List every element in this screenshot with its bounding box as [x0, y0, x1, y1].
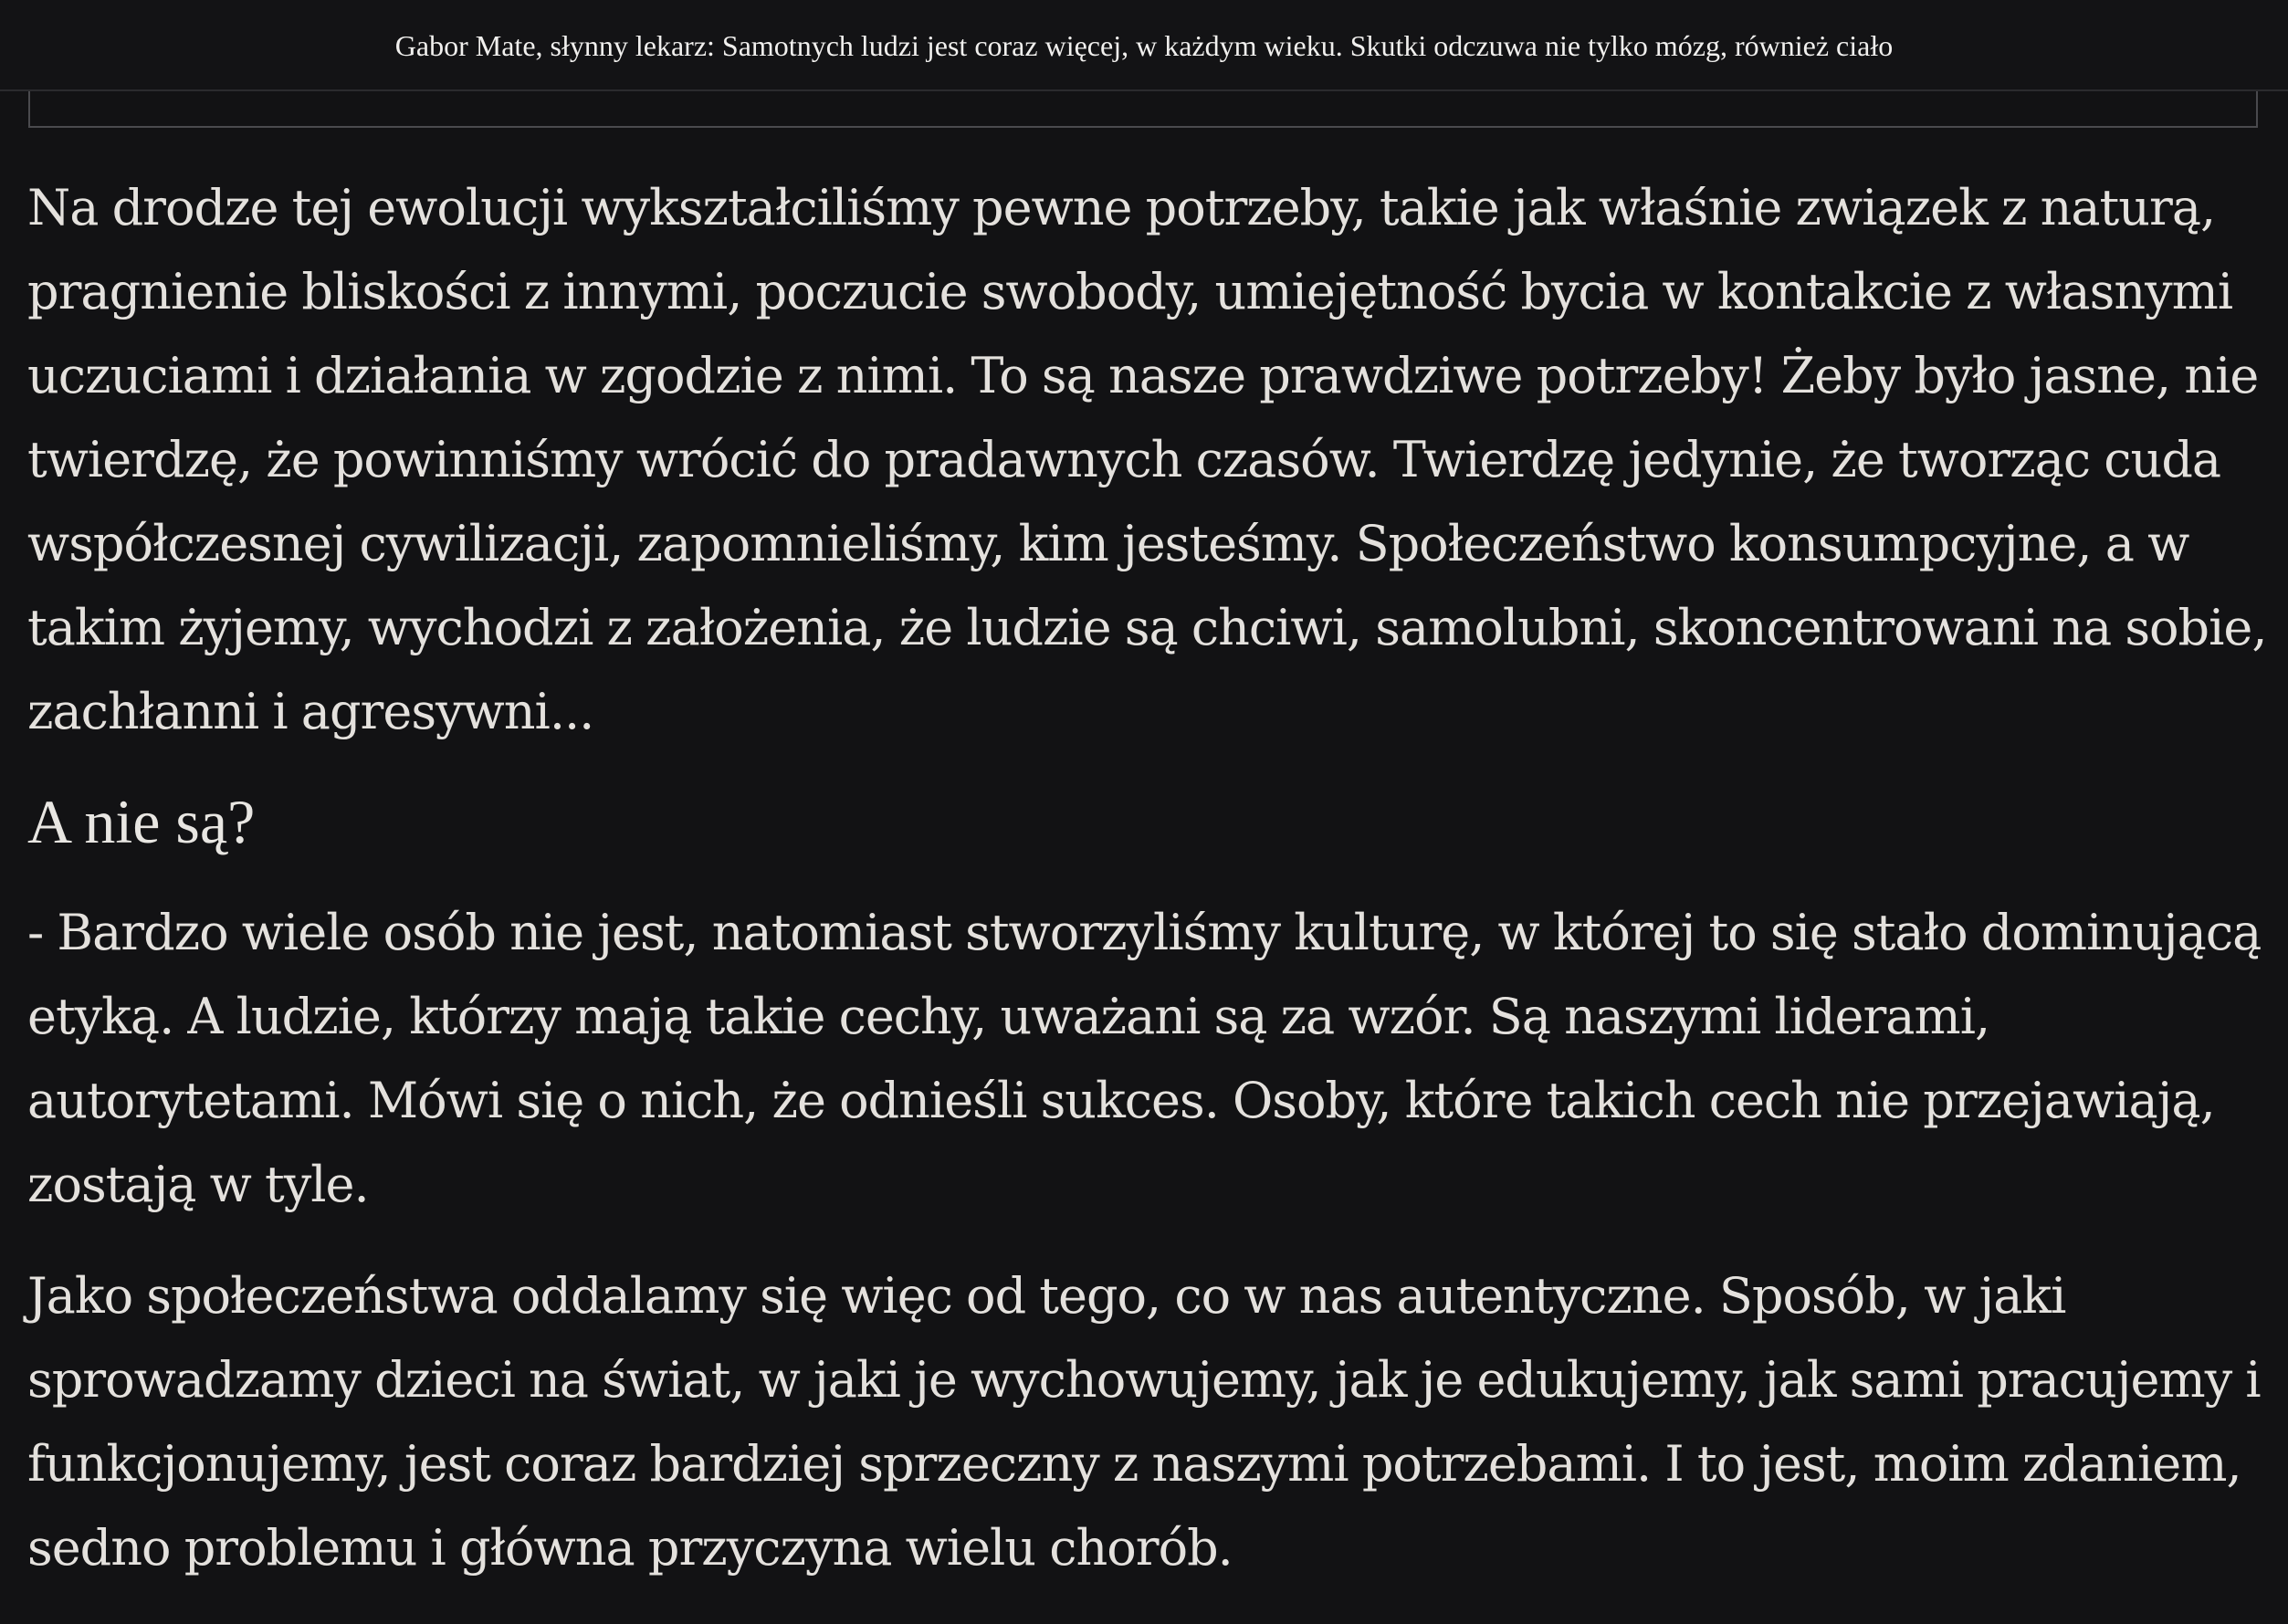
- article-paragraph: Na drodze tej ewolucji wykształciliśmy pewne potrzeby, takie jak właśnie związek z naturą, pragnienie bliskości z innymi, poczucie swobody, umiejętność bycia w kontakcie z własnymi uczuciami i działania w zgodzie z nimi. To są nasze prawdziwe potrzeby! Żeby było jasne, nie twierdzę, że powinniśmy wrócić do pradawnych czasów. Twierdzę jedynie, że tworząc cuda współczesnej cywilizacji, zapomnieliśmy, kim jesteśmy. Społeczeństwo konsumpcyjne, a w takim żyjemy, wychodzi z założenia, że ludzie są chciwi, samolubni, skoncentrowani na sobie, zachłanni i agresywni...: [27, 179, 2267, 740]
- article-paragraph: Jako społeczeństwa oddalamy się więc od tego, co w nas autentyczne. Sposób, w jaki sprowadzamy dzieci na świat, w jaki je wychowujemy, jak je edukujemy, jak sami pracujemy i funkcjonujemy, jest coraz bardziej sprzeczny z naszymi potrzebami. I to jest, moim zdaniem, sedno problemu i główna przyczyna wielu chorób.: [27, 1267, 2261, 1577]
- article-paragraph: - Bardzo wiele osób nie jest, natomiast stworzyliśmy kulturę, w której to się stało dominującą etyką. A ludzie, którzy mają takie cechy, uważani są za wzór. Są naszymi liderami, autorytetami. Mówi się o nich, że odnieśli sukces. Osoby, które takich cech nie przejawiają, zostają w tyle.: [27, 904, 2262, 1213]
- embedded-content-frame: [28, 91, 2258, 128]
- article-body: [27, 166, 2273, 1590]
- article-title[interactable]: Gabor Mate, słynny lekarz: Samotnych ludzi jest coraz więcej, w każdym wieku. Skutki odczuwa nie tylko mózg, również ciało: [394, 29, 1894, 62]
- interview-question-heading: A nie są?: [27, 787, 256, 856]
- article-header-bar: [0, 0, 2288, 91]
